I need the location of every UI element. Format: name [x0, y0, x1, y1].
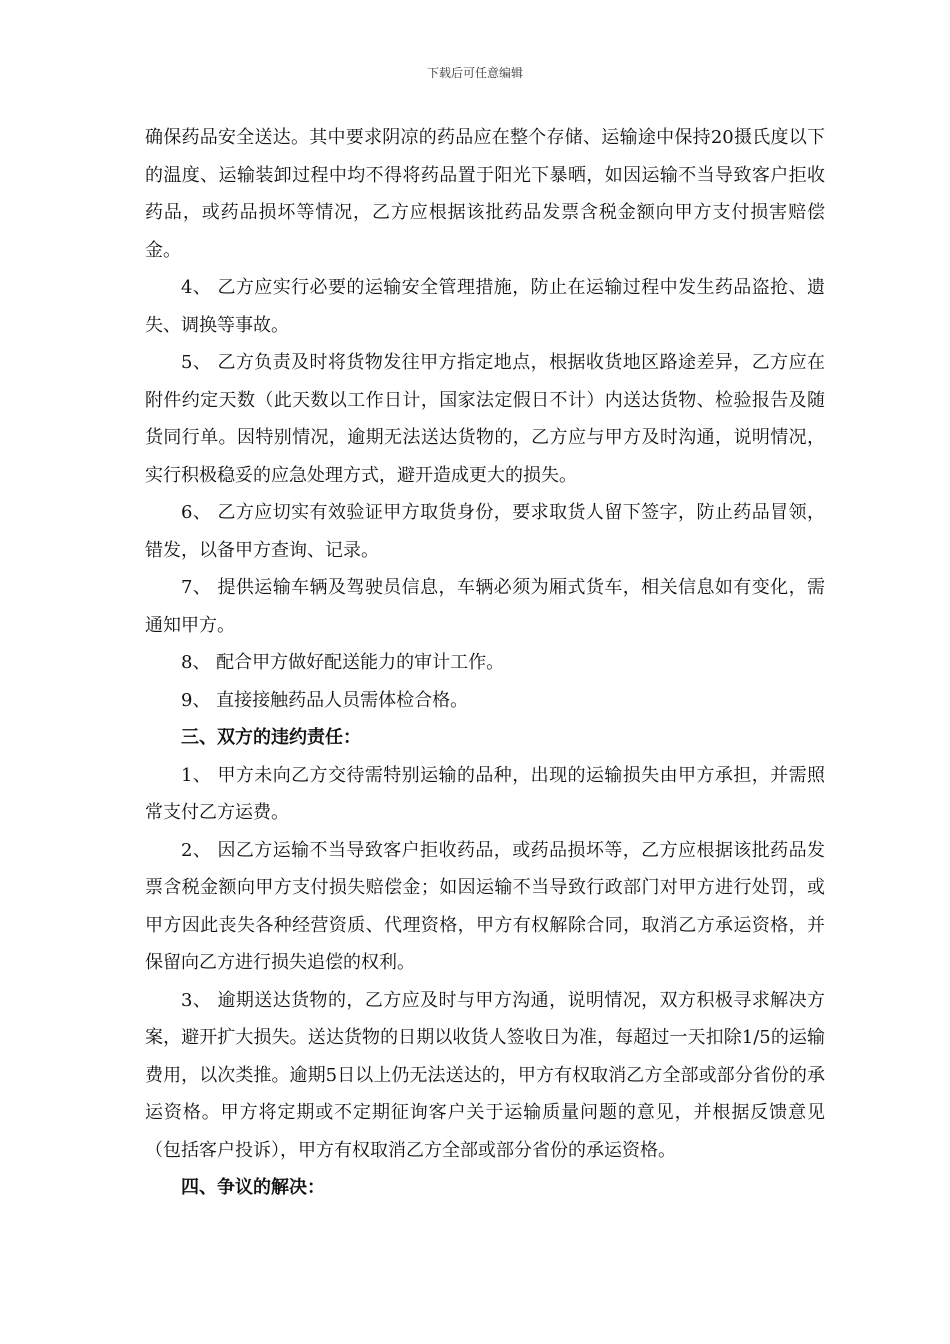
clause-item-7: 7、 提供运输车辆及驾驶员信息，车辆必须为厢式货车，相关信息如有变化，需通知甲方。: [145, 577, 825, 636]
clause-item-8: 8、 配合甲方做好配送能力的审计工作。: [181, 652, 505, 673]
liability-item-2: 2、 因乙方运输不当导致客户拒收药品，或药品损坏等，乙方应根据该批药品发票含税金额向甲方支付损失赔偿金；如因运输不当导致行政部门对甲方进行处罚，或甲方因此丧失各种经营资质、代理资格，甲方有权解除合同，取消乙方承运资格，并保留向乙方进行损失追偿的权利。: [145, 839, 825, 973]
paragraph-continuation: 确保药品安全送达。其中要求阴凉的药品应在整个存储、运输途中保持20摄氏度以下的温度、运输装卸过程中均不得将药品置于阳光下暴晒，如因运输不当导致客户拒收药品，或药品损坏等情况，乙方应根据该批药品发票含税金额向甲方支付损害赔偿金。: [145, 127, 825, 261]
clause-item-4: 4、 乙方应实行必要的运输安全管理措施，防止在运输过程中发生药品盗抢、遗失、调换等事故。: [145, 277, 825, 336]
liability-item-1: 1、 甲方未向乙方交待需特别运输的品种，出现的运输损失由甲方承担，并需照常支付乙方运费。: [145, 764, 825, 823]
liability-item-3: 3、 逾期送达货物的，乙方应及时与甲方沟通，说明情况，双方积极寻求解决方案，避开扩大损失。送达货物的日期以收货人签收日为准，每超过一天扣除1/5的运输费用，以次类推。逾期5日以上仍无法送达的，甲方有权取消乙方全部或部分省份的承运资格。甲方将定期或不定期征询客户关于运输质量问题的意见，并根据反馈意见（包括客户投诉），甲方有权取消乙方全部或部分省份的承运资格。: [145, 989, 825, 1161]
clause-item-9: 9、 直接接触药品人员需体检合格。: [181, 689, 469, 711]
section-heading-dispute: 四、争议的解决：: [181, 1177, 325, 1198]
document-body: [145, 119, 825, 1207]
clause-item-6: 6、 乙方应切实有效验证甲方取货身份，要求取货人留下签字，防止药品冒领，错发，以备甲方查询、记录。: [145, 502, 825, 561]
clause-item-5: 5、 乙方负责及时将货物发往甲方指定地点，根据收货地区路途差异，乙方应在附件约定天数（此天数以工作日计，国家法定假日不计）内送达货物、检验报告及随货同行单。因特别情况，逾期无法送达货物的，乙方应与甲方及时沟通，说明情况，实行积极稳妥的应急处理方式，避开造成更大的损失。: [145, 352, 825, 486]
page-header-note: 下载后可任意编辑: [426, 66, 523, 80]
section-heading-liability: 三、双方的违约责任：: [181, 727, 361, 748]
